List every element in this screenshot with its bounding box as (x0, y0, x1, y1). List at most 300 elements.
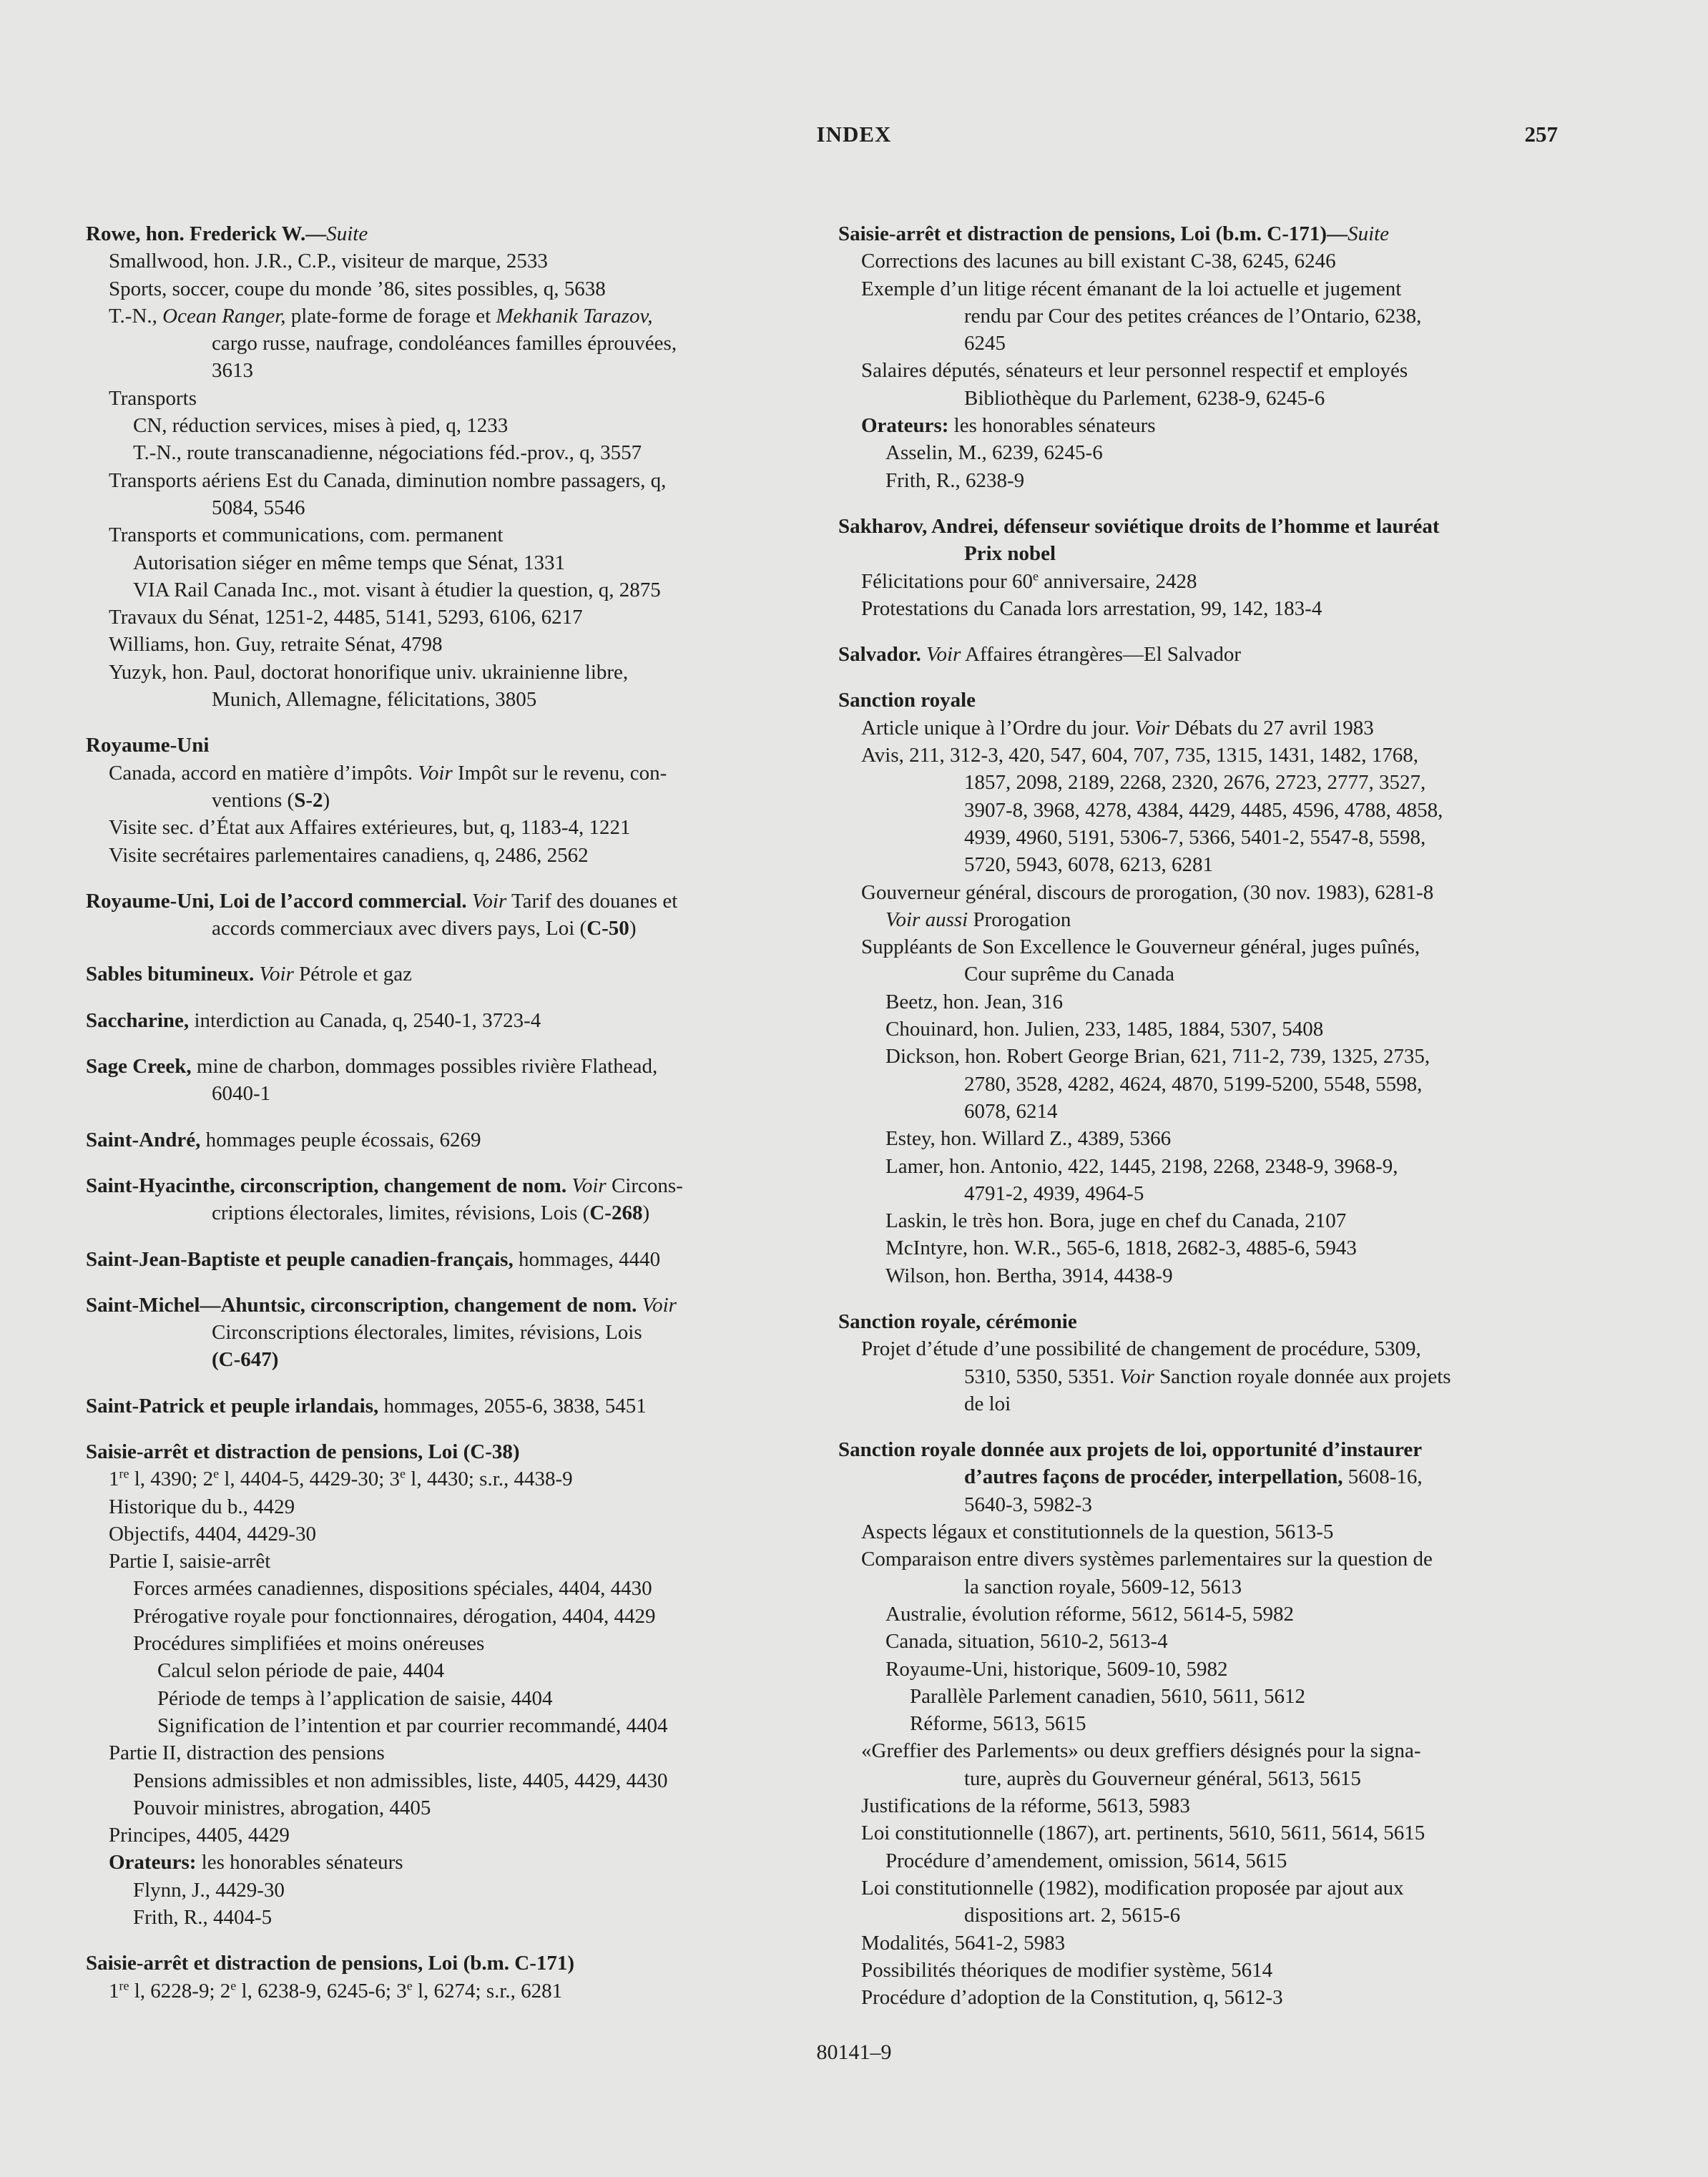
index-text: criptions électorales, limites, révisions, Lois ( (212, 1201, 590, 1225)
index-subentry (838, 988, 1575, 1016)
index-text (467, 890, 472, 913)
index-text: C-268 (589, 1201, 643, 1225)
index-text: Partie I, saisie-arrêt (109, 1550, 271, 1573)
index-text: Pensions admissibles et non admissibles, liste, 4405, 4429, 4430 (133, 1769, 668, 1792)
index-entry (838, 220, 1575, 494)
index-text: 3907-8, 3968, 4278, 4384, 4429, 4485, 4596, 4788, 4858, (964, 798, 1443, 822)
index-subentry (86, 659, 808, 686)
index-text: Rowe, hon. Frederick W.— (86, 222, 327, 245)
index-text: Ocean Ranger, (162, 304, 286, 328)
index-text: 5084, 5546 (212, 496, 305, 519)
index-heading (86, 1392, 808, 1420)
index-text: Félicitations pour 60 (861, 569, 1034, 593)
index-text: 5608-16, (1343, 1465, 1423, 1489)
index-text: Circons- (606, 1174, 683, 1197)
index-text: hommages, 4440 (513, 1247, 661, 1271)
index-subentry (838, 1153, 1575, 1180)
index-continuation-line (838, 1071, 1575, 1098)
index-subentry (838, 1262, 1575, 1289)
index-subentry (838, 1874, 1575, 1902)
index-text: ) (629, 917, 637, 940)
index-heading (838, 687, 1575, 714)
index-text: Lamer, hon. Antonio, 422, 1445, 2198, 2268, 2348-9, 3968-9, (885, 1154, 1398, 1178)
index-continuation-line (838, 385, 1575, 412)
index-continuation-line (838, 1902, 1575, 1929)
index-text: Réforme, 5613, 5615 (910, 1712, 1086, 1736)
index-text: Aspects légaux et constitutionnels de la question, 5613-5 (861, 1520, 1334, 1544)
index-subentry (838, 906, 1575, 933)
index-text: Voir (571, 1174, 607, 1197)
index-heading (86, 220, 808, 247)
index-text: Visite sec. d’État aux Affaires extérieures, but, q, 1183-4, 1221 (109, 816, 631, 840)
index-subentry (838, 1628, 1575, 1655)
left-index-column (86, 220, 808, 2023)
index-text: Période de temps à l’application de saisie, 4404 (157, 1686, 553, 1710)
index-text: Beetz, hon. Jean, 316 (885, 990, 1064, 1013)
index-text: Historique du b., 4429 (109, 1495, 295, 1518)
index-text: T.-N., route transcanadienne, négociations féd.-prov., q, 3557 (133, 441, 642, 465)
index-text: 6078, 6214 (964, 1099, 1058, 1123)
index-subentry (838, 1601, 1575, 1628)
index-text: 3613 (212, 359, 253, 383)
index-text: 6040-1 (212, 1082, 271, 1106)
index-continuation-line (86, 357, 808, 384)
index-text: Loi constitutionnelle (1982), modification proposée par ajout aux (861, 1876, 1404, 1900)
index-subentry (838, 933, 1575, 960)
index-subentry (86, 412, 808, 439)
index-text: cargo russe, naufrage, condoléances familles éprouvées, (212, 332, 677, 355)
index-text: Canada, situation, 5610-2, 5613-4 (885, 1630, 1168, 1653)
index-text: Sports, soccer, coupe du monde ’86, sites possibles, q, 5638 (109, 277, 606, 300)
index-subentry (86, 1603, 808, 1630)
index-subentry (838, 1125, 1575, 1152)
index-text: mine de charbon, dommages possibles rivière Flathead, (191, 1055, 658, 1078)
index-text: Saint-Patrick et peuple irlandais, (86, 1394, 379, 1417)
index-continuation-line (838, 1363, 1575, 1390)
index-text: Comparaison entre divers systèmes parlementaires sur la question de (861, 1548, 1433, 1571)
index-continuation-line (838, 824, 1575, 851)
index-subentry (86, 385, 808, 412)
index-entry (838, 641, 1575, 668)
index-text: Saisie-arrêt et distraction de pensions, Loi (b.m. C-171)— (838, 222, 1348, 245)
index-text: Suite (326, 222, 368, 245)
index-text: Yuzyk, hon. Paul, doctorat honorifique univ. ukrainienne libre, (109, 660, 629, 684)
index-text: anniversaire, 2428 (1039, 569, 1197, 593)
index-subentry (86, 1712, 808, 1739)
index-text: Objectifs, 4404, 4429-30 (109, 1522, 316, 1545)
index-text: 1 (109, 1468, 119, 1491)
index-subentry (86, 549, 808, 576)
index-continuation-line (838, 330, 1575, 357)
index-text: les honorables sénateurs (948, 414, 1156, 438)
index-entry (86, 1438, 808, 1931)
index-text: Procédure d’adoption de la Constitution, q, 5612-3 (861, 1986, 1283, 2010)
index-heading (86, 1292, 808, 1319)
index-text: Calcul selon période de paie, 4404 (157, 1659, 445, 1683)
index-continuation-line (838, 769, 1575, 796)
index-text: Royaume-Uni, Loi de l’accord commercial. (86, 889, 467, 913)
index-continuation-line (86, 915, 808, 942)
index-subentry (86, 1794, 808, 1822)
index-text: Cour suprême du Canada (964, 963, 1174, 986)
index-subentry (838, 1545, 1575, 1573)
index-text: accords commerciaux avec divers pays, Loi ( (212, 917, 587, 940)
index-continuation-line (838, 540, 1575, 567)
index-subentry (838, 1683, 1575, 1710)
index-heading (86, 960, 808, 988)
index-subentry (86, 247, 808, 275)
index-text: dispositions art. 2, 5615-6 (964, 1904, 1181, 1927)
index-continuation-line (838, 851, 1575, 878)
index-subentry (86, 1877, 808, 1904)
index-text: Frith, R., 6238-9 (885, 468, 1025, 492)
index-text: Bibliothèque du Parlement, 6238-9, 6245-6 (964, 386, 1325, 410)
index-heading (838, 220, 1575, 247)
index-continuation-line (838, 1180, 1575, 1207)
index-subentry (838, 1335, 1575, 1362)
index-text: l, 4390; 2 (129, 1468, 214, 1491)
index-text: d’autres façons de procéder, interpellation, (964, 1465, 1343, 1489)
index-subentry (86, 760, 808, 787)
index-heading (86, 1172, 808, 1199)
index-text: hommages, 2055-6, 3838, 5451 (378, 1394, 647, 1417)
index-subentry (86, 1575, 808, 1602)
index-text: Pouvoir ministres, abrogation, 4405 (133, 1796, 431, 1819)
index-text: Prix nobel (964, 542, 1056, 566)
index-subentry (838, 1792, 1575, 1819)
index-subentry (86, 631, 808, 658)
index-text: Sanction royale (838, 689, 976, 712)
index-text: Asselin, M., 6239, 6245-6 (885, 441, 1103, 465)
index-text: Mekhanik Tarazov, (496, 304, 653, 328)
index-entry (838, 513, 1575, 622)
index-text: Saisie-arrêt et distraction de pensions, Loi (C-38) (86, 1440, 520, 1463)
index-text: Saint-Jean-Baptiste et peuple canadien-français, (86, 1247, 514, 1271)
index-text: Voir (926, 643, 961, 667)
index-text: Prérogative royale pour fonctionnaires, dérogation, 4404, 4429 (133, 1604, 656, 1628)
index-continuation-line (86, 686, 808, 713)
index-continuation-line (86, 1199, 808, 1227)
index-text: plate-forme de forage et (285, 304, 496, 328)
index-subentry (86, 521, 808, 549)
index-text: Voir (642, 1293, 677, 1317)
index-text: Forces armées canadiennes, dispositions spéciales, 4404, 4430 (133, 1577, 652, 1601)
index-subentry (838, 595, 1575, 622)
index-subentry (838, 742, 1575, 769)
index-text: McIntyre, hon. W.R., 565-6, 1818, 2682-3, 4885-6, 5943 (885, 1237, 1357, 1260)
index-subentry (838, 1043, 1575, 1070)
index-text: Canada, accord en matière d’impôts. (109, 761, 418, 785)
index-text: Parallèle Parlement canadien, 5610, 5611, 5612 (910, 1684, 1305, 1708)
index-entry (86, 1950, 808, 2005)
index-subentry (86, 842, 808, 869)
index-text: Circonscriptions électorales, limites, révisions, Lois (212, 1321, 642, 1345)
index-heading (86, 1246, 808, 1273)
index-text: Justifications de la réforme, 5613, 5983 (861, 1794, 1190, 1818)
index-text: (C-647) (212, 1348, 279, 1372)
index-entry (838, 687, 1575, 1289)
index-heading (86, 1007, 808, 1034)
index-subentry (838, 1016, 1575, 1043)
index-text: Transports (109, 386, 197, 410)
index-text: Transports aériens Est du Canada, diminution nombre passagers, q, (109, 468, 667, 492)
index-continuation-line (86, 494, 808, 521)
index-text: 1 (109, 1979, 119, 2002)
index-text: l, 6228-9; 2 (129, 1979, 231, 2002)
index-entry (86, 1126, 808, 1154)
index-text: C-50 (586, 917, 629, 940)
index-text: T.-N., (109, 304, 163, 328)
index-text: Dickson, hon. Robert George Brian, 621, 711-2, 739, 1325, 2735, (885, 1045, 1430, 1068)
index-text: Royaume-Uni (86, 734, 210, 757)
index-text: Voir aussi (885, 908, 968, 931)
index-text: hommages peuple écossais, 6269 (200, 1128, 481, 1151)
index-entry (86, 732, 808, 868)
index-text: Saint-Hyacinthe, circonscription, changement de nom. (86, 1174, 567, 1197)
index-text: «Greffier des Parlements» ou deux greffiers désignés pour la signa- (861, 1739, 1421, 1763)
index-subentry (838, 467, 1575, 494)
index-text: Projet d’étude d’une possibilité de changement de procédure, 5309, (861, 1337, 1421, 1361)
footer-code: 80141–9 (816, 2040, 892, 2064)
index-text: Salaires députés, sénateurs et leur personnel respectif et employés (861, 359, 1408, 383)
index-subentry (838, 1710, 1575, 1737)
index-text: re (119, 1466, 129, 1481)
index-text: Article unique à l’Ordre du jour. (861, 716, 1135, 739)
index-text: 5310, 5350, 5351. (964, 1365, 1120, 1388)
index-subentry (86, 1685, 808, 1712)
index-subentry (86, 1630, 808, 1657)
index-text: Williams, hon. Guy, retraite Sénat, 4798 (109, 633, 443, 657)
index-subentry (86, 1767, 808, 1794)
index-continuation-line (86, 330, 808, 357)
index-entry (86, 1392, 808, 1420)
index-continuation-line (838, 1098, 1575, 1125)
index-text: Voir (471, 889, 507, 913)
index-text: Royaume-Uni, historique, 5609-10, 5982 (885, 1657, 1228, 1681)
index-subentry (86, 1465, 808, 1493)
index-subentry (838, 714, 1575, 742)
index-subentry (86, 439, 808, 466)
index-text: Voir (418, 761, 453, 785)
index-text: e (400, 1466, 406, 1481)
index-text: 2780, 3528, 4282, 4624, 4870, 5199-5200, 5548, 5598, (964, 1072, 1423, 1096)
index-text: Travaux du Sénat, 1251-2, 4485, 5141, 5293, 6106, 6217 (109, 606, 583, 629)
index-text: Suppléants de Son Excellence le Gouverneur général, juges puînés, (861, 935, 1420, 959)
index-text: re (119, 1977, 129, 1992)
index-subentry (838, 1656, 1575, 1683)
index-text: ventions ( (212, 788, 295, 812)
index-entry (838, 1436, 1575, 2011)
index-heading (86, 732, 808, 759)
index-text: Saint-Michel—Ahuntsic, circonscription, changement de nom. (86, 1293, 637, 1317)
index-text: Munich, Allemagne, félicitations, 3805 (212, 688, 537, 712)
index-subentry (86, 1548, 808, 1575)
index-text: Laskin, le très hon. Bora, juge en chef du Canada, 2107 (885, 1209, 1347, 1233)
index-subentry (838, 1819, 1575, 1847)
header-title: INDEX (816, 122, 892, 147)
index-text: Avis, 211, 312-3, 420, 547, 604, 707, 735, 1315, 1431, 1482, 1768, (861, 744, 1418, 767)
right-index-column (838, 220, 1575, 2030)
index-heading (86, 1438, 808, 1465)
index-continuation-line (838, 1390, 1575, 1417)
index-text: 4791-2, 4939, 4964-5 (964, 1181, 1144, 1205)
index-text: Salvador. (838, 643, 921, 667)
index-text: Estey, hon. Willard Z., 4389, 5366 (885, 1127, 1172, 1151)
index-subentry (86, 1849, 808, 1876)
index-text: Autorisation siéger en même temps que Sénat, 1331 (133, 551, 566, 574)
index-subentry (838, 439, 1575, 466)
index-text: ) (323, 788, 330, 812)
index-subentry (838, 1957, 1575, 1984)
index-text: CN, réduction services, mises à pied, q, 1233 (133, 414, 509, 438)
index-subentry (838, 1234, 1575, 1262)
index-text: Loi constitutionnelle (1867), art. pertinents, 5610, 5611, 5614, 5615 (861, 1822, 1425, 1845)
index-entry (86, 888, 808, 943)
index-entry (86, 220, 808, 713)
index-text: Sakharov, Andrei, défenseur soviétique droits de l’homme et lauréat (838, 514, 1440, 538)
index-text: Saisie-arrêt et distraction de pensions, Loi (b.m. C-171) (86, 1952, 575, 1975)
index-heading (838, 641, 1575, 668)
index-entry (86, 1007, 808, 1034)
index-heading (86, 1126, 808, 1154)
index-text: de loi (964, 1392, 1011, 1415)
index-text: Sanction royale donnée aux projets (1154, 1365, 1451, 1388)
index-text: Exemple d’un litige récent émanant de la loi actuelle et jugement (861, 277, 1402, 300)
index-continuation-line (86, 1319, 808, 1346)
index-text: Flynn, J., 4429-30 (133, 1878, 285, 1902)
index-entry (86, 1292, 808, 1374)
index-text: Tarif des douanes et (506, 889, 678, 913)
index-text: l, 6238-9, 6245-6; 3 (236, 1979, 407, 2002)
index-subentry (86, 604, 808, 631)
index-entry (86, 1246, 808, 1273)
index-text: l, 6274; s.r., 6281 (412, 1979, 563, 2002)
index-text: Possibilités théoriques de modifier système, 5614 (861, 1958, 1273, 1982)
index-text: Saint-André, (86, 1128, 201, 1151)
index-text: rendu par Cour des petites créances de l’Ontario, 6238, (964, 304, 1422, 328)
index-subentry (86, 1520, 808, 1548)
index-subentry (838, 568, 1575, 595)
index-heading (838, 1308, 1575, 1335)
index-subentry (838, 247, 1575, 275)
index-text: Australie, évolution réforme, 5612, 5614-5, 5982 (885, 1602, 1295, 1626)
index-text: Modalités, 5641-2, 5983 (861, 1931, 1066, 1955)
index-text: Suite (1348, 222, 1390, 245)
index-text: Sanction royale donnée aux projets de loi, opportunité d’instaurer (838, 1438, 1423, 1462)
index-text: l, 4404-5, 4429-30; 3 (219, 1468, 401, 1491)
index-text: Affaires étrangères—El Salvador (961, 643, 1242, 667)
index-subentry (838, 357, 1575, 384)
index-text: Impôt sur le revenu, con- (452, 761, 667, 785)
index-text: Signification de l’intention et par courrier recommandé, 4404 (157, 1714, 668, 1737)
index-text: Saccharine, (86, 1008, 190, 1032)
index-entry (838, 1308, 1575, 1417)
index-entry (86, 960, 808, 988)
index-continuation-line (838, 1463, 1575, 1490)
index-text: Voir (259, 963, 294, 986)
index-entry (86, 1172, 808, 1227)
index-text: Prorogation (968, 908, 1071, 931)
index-subentry (86, 814, 808, 841)
index-heading (86, 888, 808, 915)
index-text: 5720, 5943, 6078, 6213, 6281 (964, 853, 1213, 877)
index-text: Frith, R., 4404-5 (133, 1906, 273, 1930)
index-text: 1857, 2098, 2189, 2268, 2320, 2676, 2723, 2777, 3527, (964, 771, 1426, 795)
index-subentry (86, 1657, 808, 1684)
index-text: la sanction royale, 5609-12, 5613 (964, 1575, 1242, 1598)
index-text: Gouverneur général, discours de prorogation, (30 nov. 1983), 6281-8 (861, 880, 1434, 904)
index-continuation-line (838, 797, 1575, 824)
index-text: Sanction royale, cérémonie (838, 1309, 1077, 1333)
index-text: les honorables sénateurs (196, 1851, 403, 1874)
index-text (637, 1294, 642, 1317)
index-subentry (838, 1737, 1575, 1764)
index-text: Orateurs: (109, 1851, 197, 1874)
index-text: ture, auprès du Gouverneur général, 5613, 5615 (964, 1766, 1361, 1790)
index-text (921, 643, 926, 666)
index-subentry (86, 275, 808, 303)
index-heading (838, 1436, 1575, 1463)
index-continuation-line (838, 1491, 1575, 1518)
page-number: 257 (1524, 122, 1558, 147)
index-text: VIA Rail Canada Inc., mot. visant à étudier la question, q, 2875 (133, 578, 661, 601)
index-subentry (838, 1930, 1575, 1957)
index-text: Wilson, hon. Bertha, 3914, 4438-9 (885, 1264, 1173, 1287)
index-continuation-line (86, 1346, 808, 1373)
index-text: 6245 (964, 332, 1006, 355)
index-subentry (838, 1984, 1575, 2011)
index-text: e (406, 1977, 413, 1992)
index-subentry (86, 1822, 808, 1849)
index-text: 5640-3, 5982-3 (964, 1493, 1092, 1516)
index-subentry (86, 1977, 808, 2005)
index-subentry (86, 1493, 808, 1520)
index-continuation-line (838, 303, 1575, 330)
index-subentry (838, 1847, 1575, 1874)
index-text: 4939, 4960, 5191, 5306-7, 5366, 5401-2, 5547-8, 5598, (964, 825, 1426, 849)
index-subentry (86, 467, 808, 494)
index-text: Voir (1134, 716, 1169, 739)
index-text: Visite secrétaires parlementaires canadiens, q, 2486, 2562 (109, 843, 589, 867)
index-subentry (838, 1207, 1575, 1234)
index-text: Débats du 27 avril 1983 (1169, 716, 1374, 739)
index-subentry (86, 576, 808, 604)
index-text: Pétrole et gaz (293, 963, 412, 986)
index-text: Sables bitumineux. (86, 963, 255, 986)
index-text (254, 963, 259, 986)
index-subentry (838, 275, 1575, 303)
index-continuation-line (838, 1765, 1575, 1792)
index-subentry (86, 303, 808, 330)
index-text: Chouinard, hon. Julien, 233, 1485, 1884, 5307, 5408 (885, 1018, 1324, 1041)
index-text: Transports et communications, com. permanent (109, 524, 504, 547)
index-heading (86, 1053, 808, 1080)
index-entry (86, 1053, 808, 1108)
index-heading (838, 513, 1575, 540)
index-heading (86, 1950, 808, 1977)
index-text: S-2 (294, 788, 323, 812)
index-text: Voir (1119, 1365, 1154, 1388)
index-text: Procédures simplifiées et moins onéreuses (133, 1632, 485, 1656)
index-subentry (86, 1904, 808, 1931)
index-continuation-line (86, 1080, 808, 1107)
index-text: Orateurs: (861, 414, 949, 438)
index-text: Sage Creek, (86, 1055, 192, 1078)
index-text: Principes, 4405, 4429 (109, 1824, 290, 1847)
index-subentry (838, 412, 1575, 439)
index-continuation-line (86, 787, 808, 814)
index-text: Procédure d’amendement, omission, 5614, 5615 (885, 1849, 1287, 1872)
